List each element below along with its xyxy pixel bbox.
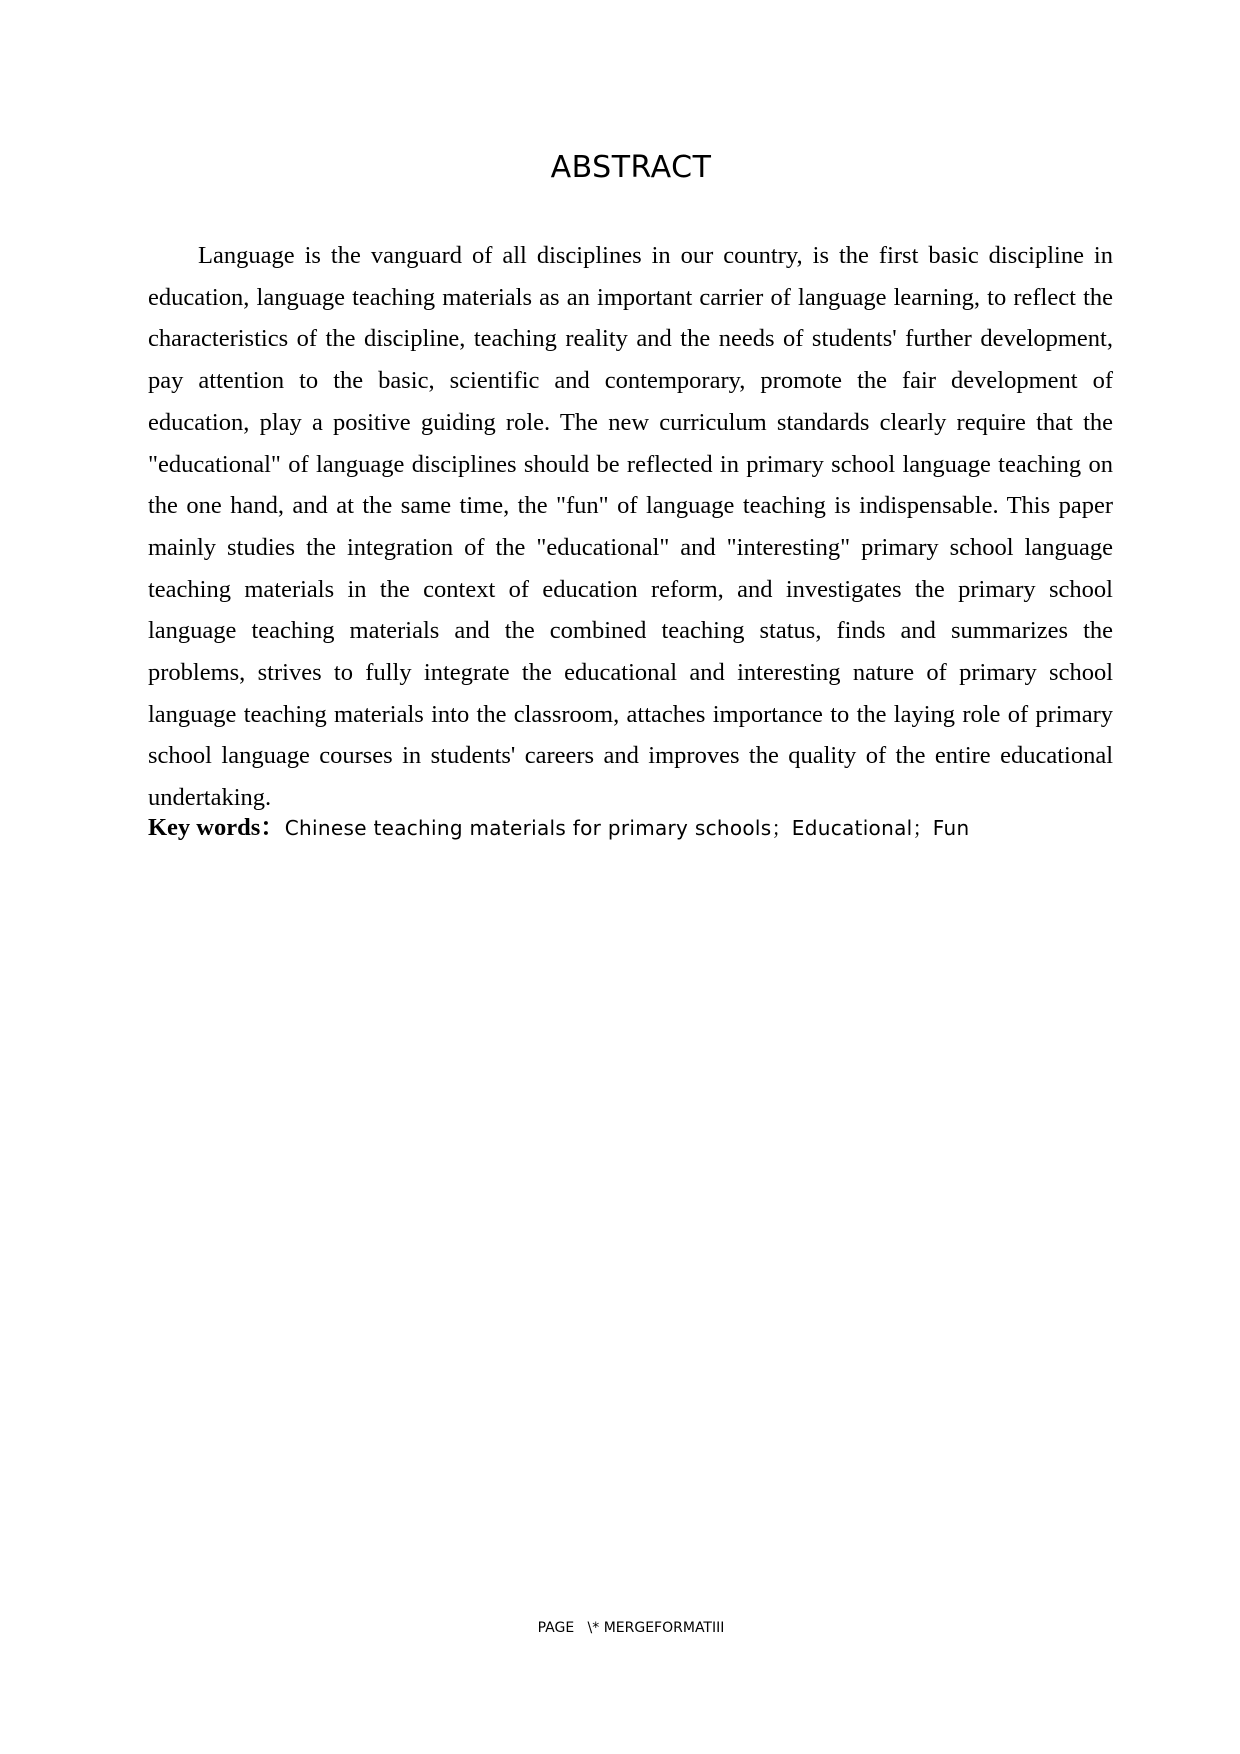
abstract-paragraph: Language is the vanguard of all disciplines in our country, is the first basic discipline in education, language teaching materials as an important carrier of language learning, to reflect the characteristics of the discipline, teaching reality and the needs of students' further development, pay attention to the basic, scientific and contemporary, promote the fair development of education, play a positive guiding role. The new curriculum standards clearly require that the "educational" of language disciplines should be reflected in primary school language teaching on the one hand, and at the same time, the "fun" of language teaching is indispensable. This paper mainly studies the integration of the "educational" and "interesting" primary school language teaching materials in the context of education reform, and investigates the primary school language teaching materials and the combined teaching status, finds and summarizes the problems, strives to fully integrate the educational and interesting nature of primary school language teaching materials into the classroom, attaches importance to the laying role of primary school language courses in students' careers and improves the quality of the entire educational undertaking. bbox=[148, 242, 1113, 812]
keywords-line bbox=[148, 812, 1113, 847]
keywords-values: Chinese teaching materials for primary schools；Educational；Fun bbox=[284, 816, 970, 840]
page-title: ABSTRACT bbox=[550, 150, 712, 185]
page-footer: PAGE \* MERGEFORMATIII bbox=[537, 1620, 725, 1636]
keywords-label: Key words： bbox=[148, 814, 285, 841]
